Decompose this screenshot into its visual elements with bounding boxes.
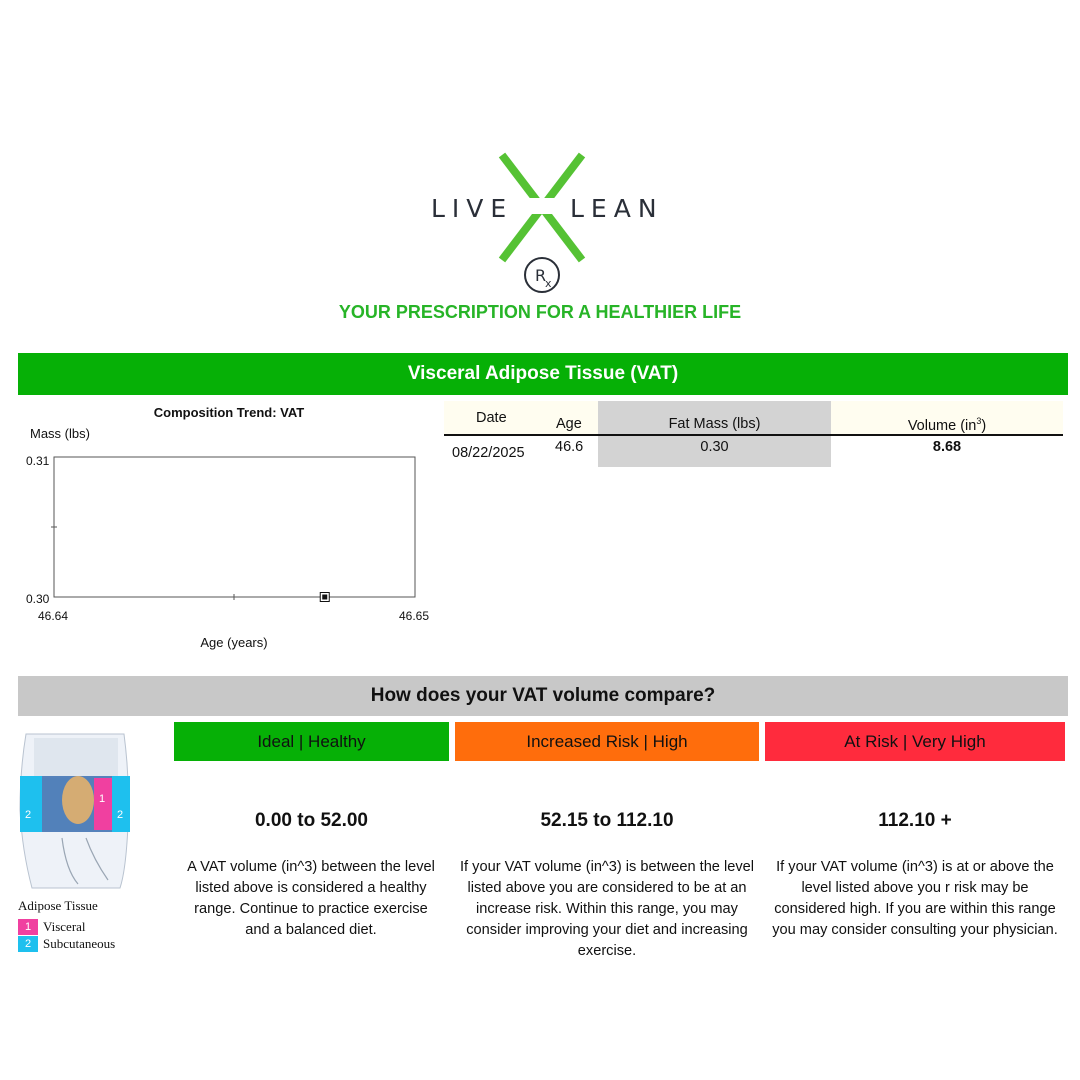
tagline: YOUR PRESCRIPTION FOR A HEALTHIER LIFE (338, 302, 742, 322)
chart-point-core-0-0 (322, 595, 327, 600)
svg-text:x: x (545, 277, 552, 290)
legend-item-subcutaneous (18, 936, 115, 952)
subcutaneous-band-left (20, 776, 42, 832)
chart-ytick-top: 0.31 (26, 454, 50, 468)
legend-item-visceral (18, 919, 86, 935)
svg-text:1: 1 (99, 793, 106, 805)
header-volume: Volume $(in^3)$ (907, 416, 987, 434)
category-ideal-healthy: Ideal | Healthy (174, 722, 449, 761)
chart-ytick-bottom: 0.30 (26, 592, 50, 606)
adipose-tissue-illustration (16, 730, 136, 892)
legend-label-subcutaneous: Subcutaneous (43, 936, 116, 951)
logo-word-lean: LEAN (570, 194, 664, 223)
cell-fat-mass: 0.30 (700, 439, 729, 455)
range-ideal-healthy: 0.00 to 52.00 (254, 810, 369, 831)
vat-trend-chart (0, 398, 440, 660)
svg-text:2: 2 (117, 809, 124, 821)
vat-section-title: Visceral Adipose Tissue (VAT) (18, 353, 1068, 395)
chart-xtick-right: 46.65 (399, 609, 430, 623)
subcutaneous-band-right (112, 776, 130, 832)
description-at-risk: If your VAT volume (in^3) is at or above the level listed above you r risk may be considered high. If you are within this range you may consider consulting your physician. (772, 859, 1058, 938)
category-at-risk: At Risk | Very High (765, 722, 1065, 761)
description-ideal-healthy: A VAT volume (in^3) between the level listed above is considered a healthy range. Continue to practice exercise and a balanced diet. (187, 859, 435, 938)
legend-title: Adipose Tissue (18, 898, 98, 913)
header-age: Age (556, 416, 582, 432)
legend-swatch-subcutaneous: 2 (18, 936, 38, 952)
compare-title: How does your VAT volume compare? (18, 676, 1068, 716)
svg-text:R: R (535, 266, 547, 285)
range-at-risk: 112.10 + (878, 810, 952, 831)
range-increased-risk: 52.15 to 112.10 (540, 810, 674, 831)
chart-title: Composition Trend: VAT (153, 405, 305, 420)
chart-xtick-left: 46.64 (38, 609, 69, 623)
category-increased-risk: Increased Risk | High (455, 722, 759, 761)
cell-date: 08/22/2025 (452, 445, 525, 461)
header-date: Date (476, 410, 507, 426)
description-increased-risk: If your VAT volume (in^3) is between the level listed above you are considered to be at an increase risk. Within this range, you may consider improving your diet and increasing exercise. (460, 859, 754, 959)
header-fat-mass: Fat Mass (lbs) (668, 416, 761, 432)
chart-plot-area (54, 457, 415, 597)
chart-ylabel: Mass (lbs) (30, 426, 90, 441)
table-header-rule (444, 434, 1063, 436)
chart-xlabel: Age (years) (200, 635, 268, 650)
cell-volume: 8.68 (932, 439, 962, 455)
logo-word-live: LIVE (431, 194, 514, 223)
legend-swatch-visceral: 1 (18, 919, 38, 935)
cell-age: 46.6 (555, 439, 584, 455)
legend-label-visceral: Visceral (43, 919, 86, 934)
svg-text:2: 2 (25, 809, 32, 821)
